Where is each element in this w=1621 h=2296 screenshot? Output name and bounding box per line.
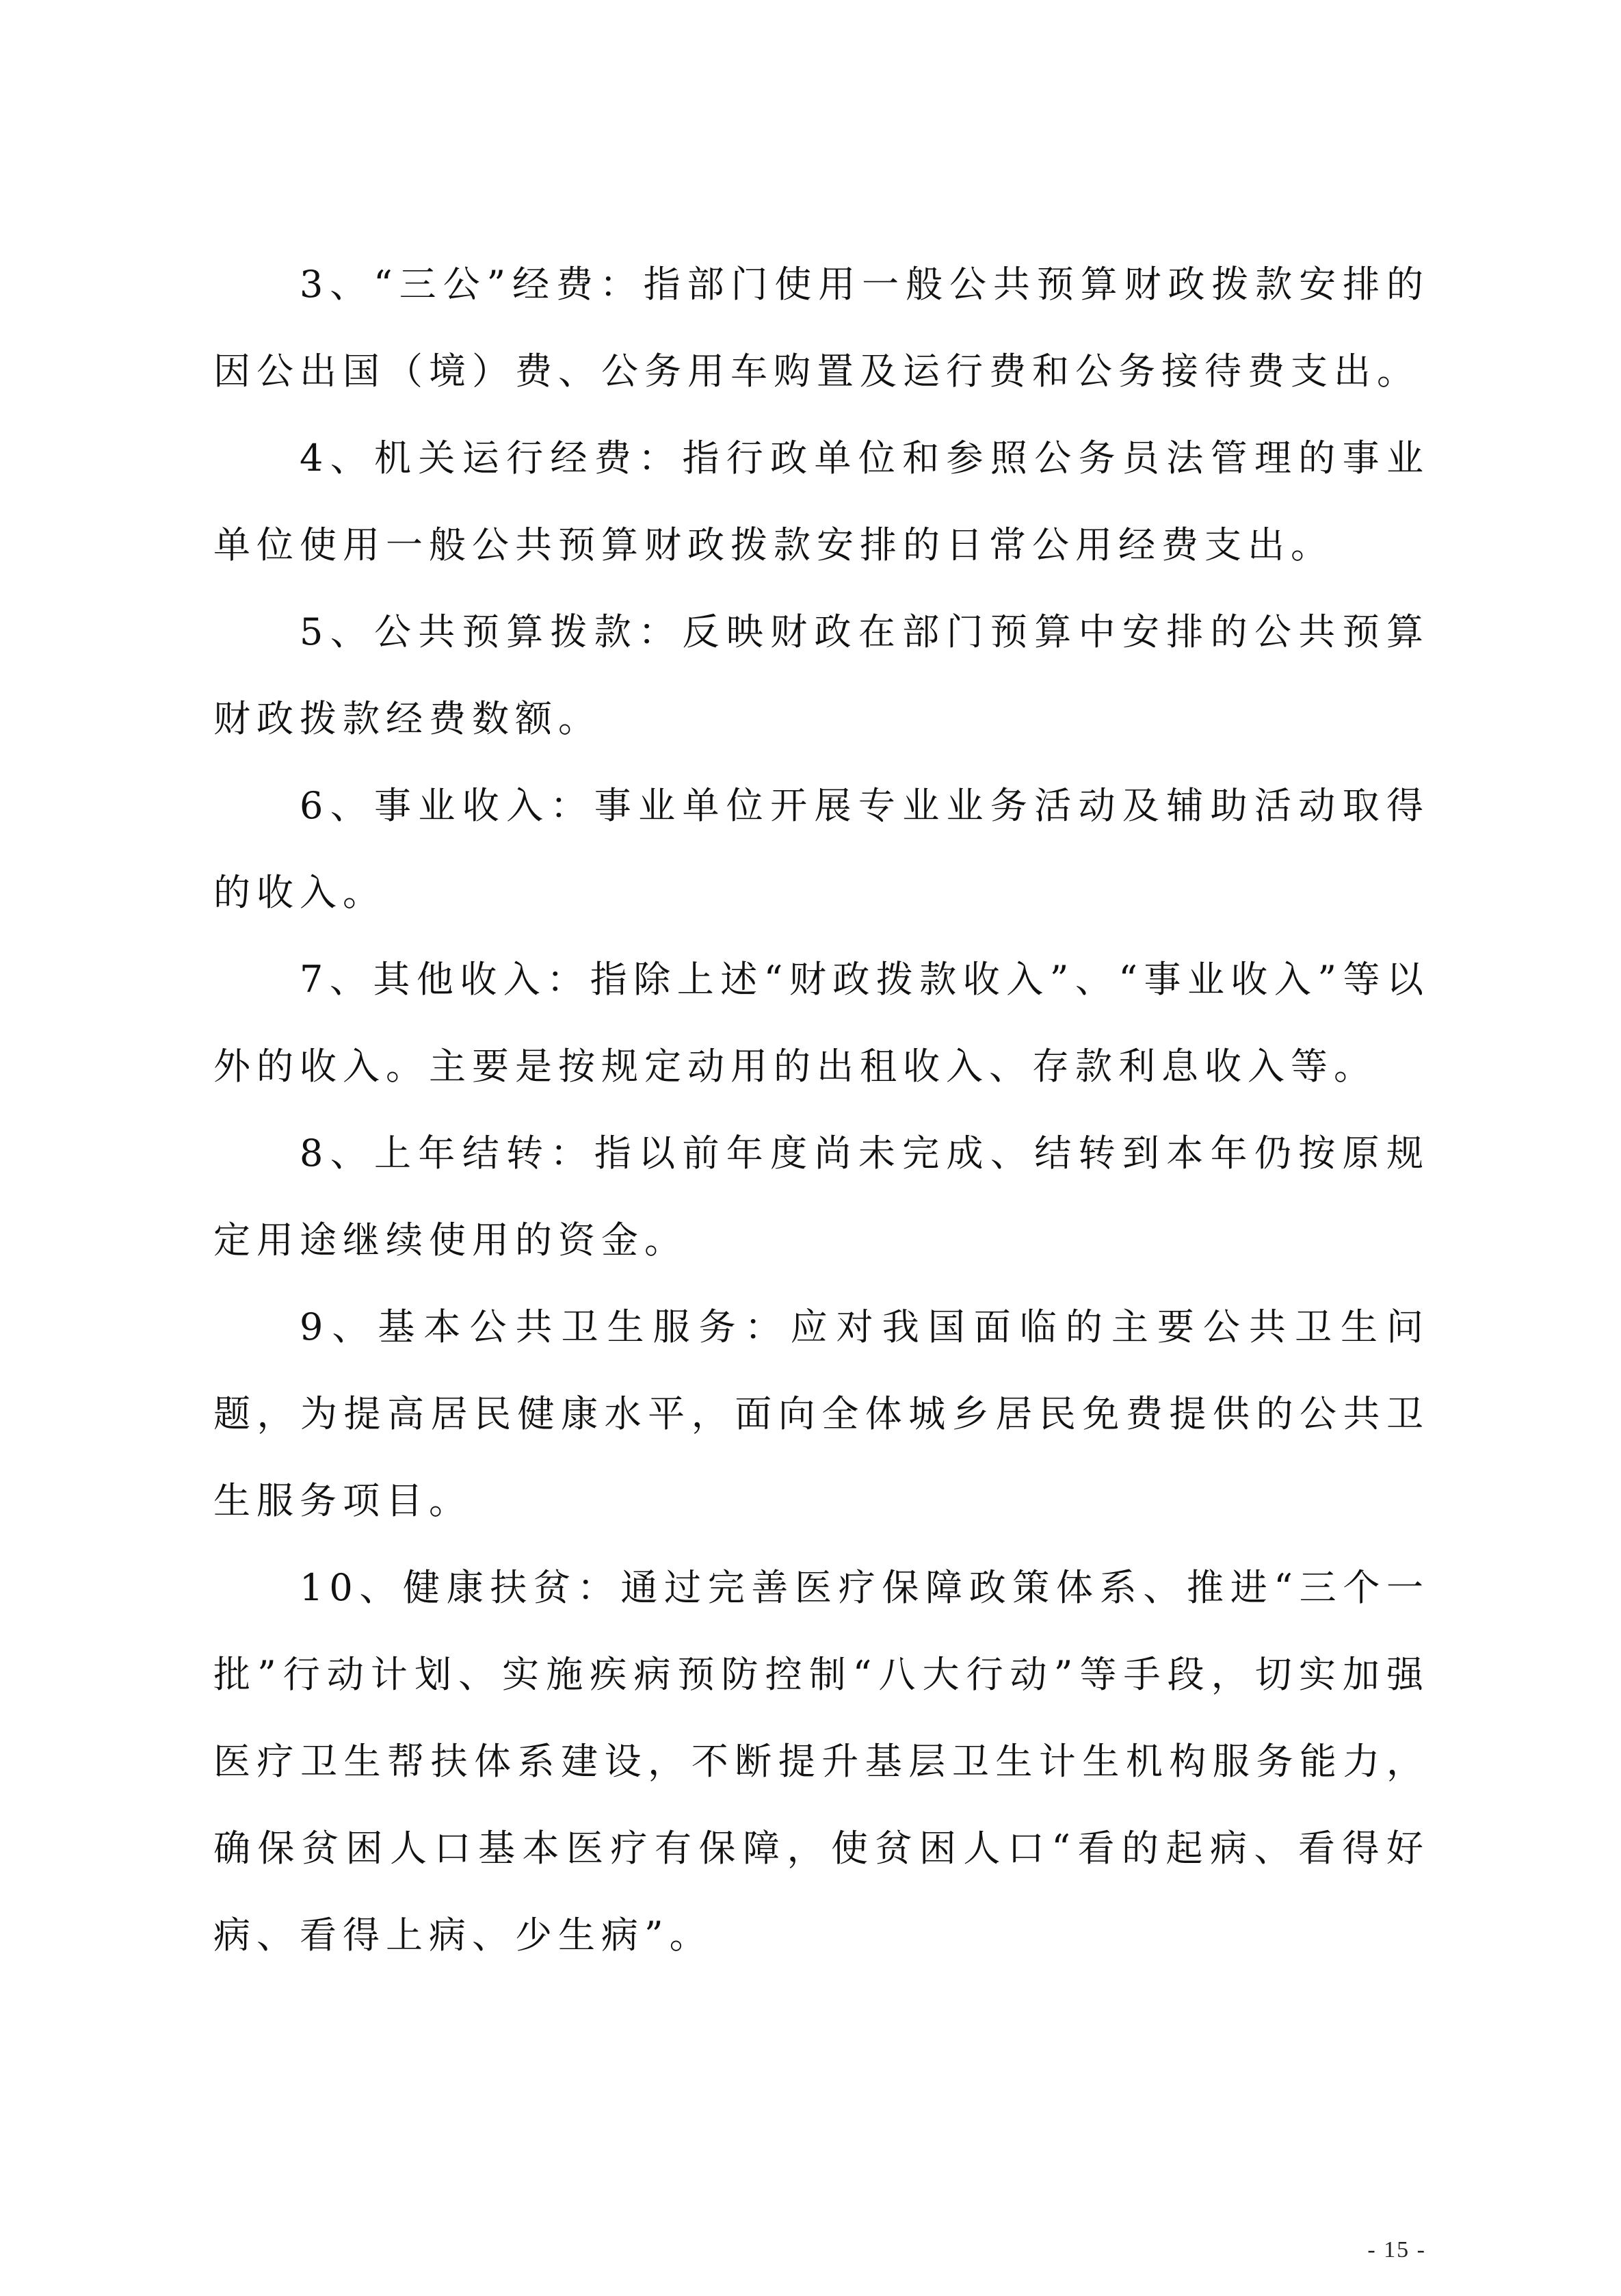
page-number: - 15 - [1367,2237,1426,2262]
definition-paragraph-basic-public-health-services: 9、基本公共卫生服务：应对我国面临的主要公共卫生问题，为提高居民健康水平，面向全体城乡居民免费提供的公共卫生服务项目。 [213,1305,1429,1522]
definition-paragraph-prior-year-carryover: 8、上年结转：指以前年度尚未完成、结转到本年仍按原规定用途继续使用的资金。 [213,1132,1429,1262]
definition-paragraph-three-public-expenses: 3、“三公”经费：指部门使用一般公共预算财政拨款安排的因公出国（境）费、公务用车购置及运行费和公务接待费支出。 [213,263,1429,393]
definition-paragraph-public-budget-appropriation: 5、公共预算拨款：反映财政在部门预算中安排的公共预算财政拨款经费数额。 [213,610,1429,740]
definition-paragraph-health-poverty-alleviation: 10、健康扶贫：通过完善医疗保障政策体系、推进“三个一批”行动计划、实施疾病预防控制“八大行动”等手段，切实加强医疗卫生帮扶体系建设，不断提升基层卫生计生机构服务能力，确保贫困人口基本医疗有保障，使贫困人口“看的起病、看得好病、看得上病、少生病”。 [213,1566,1429,1957]
definition-paragraph-business-income: 6、事业收入：事业单位开展专业业务活动及辅助活动取得的收入。 [213,784,1429,914]
definition-paragraph-agency-operating-expenses: 4、机关运行经费：指行政单位和参照公务员法管理的事业单位使用一般公共预算财政拨款安排的日常公用经费支出。 [213,436,1429,566]
definition-paragraph-other-income: 7、其他收入：指除上述“财政拨款收入”、“事业收入”等以外的收入。主要是按规定动用的出租收入、存款利息收入等。 [213,958,1429,1088]
document-body [213,241,1429,1979]
